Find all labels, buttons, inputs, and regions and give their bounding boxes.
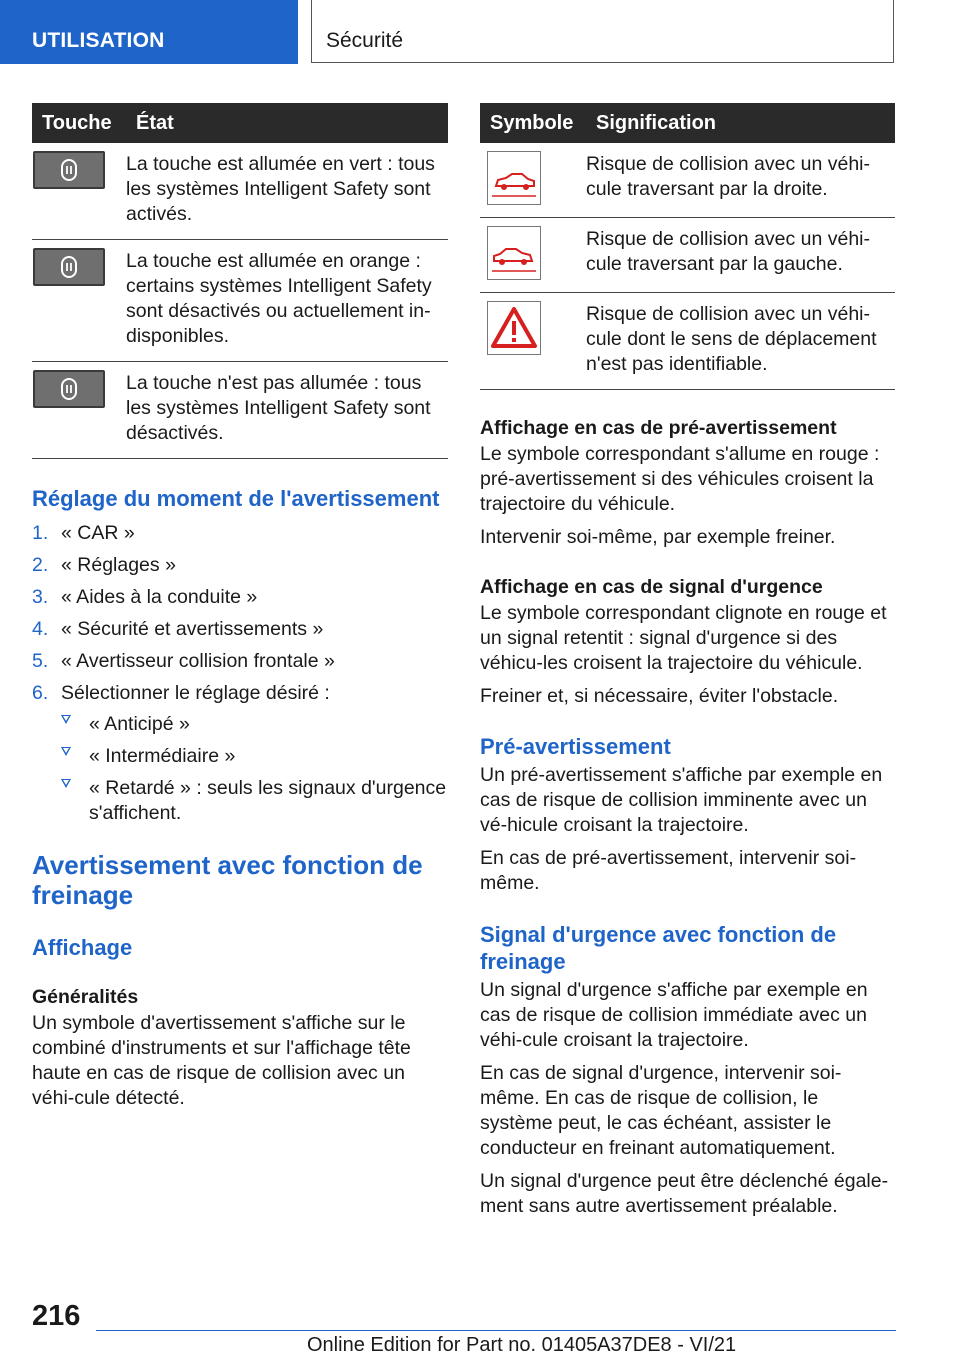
triangle-bullet-icon: [61, 715, 71, 724]
pre-avertissement-text-1: Un pré-avertissement s'affiche par exemple en cas de risque de collision imminente avec un vé-hicule croisant la trajectoire.: [480, 764, 883, 836]
urgence-affichage-heading: Affichage en cas de signal d'urgence: [480, 576, 823, 598]
list-item: 5. « Avertisseur collision frontale »: [32, 650, 335, 672]
table-header-row: [480, 103, 895, 143]
pre-affichage-text-2: Intervenir soi-même, par exemple freiner.: [480, 526, 836, 548]
generalites-text: Un symbole d'avertissement s'affiche sur le combiné d'instruments et sur l'affichage tête haute en cas de risque de collision avec un véhi-cule détecté.: [32, 1012, 411, 1109]
button-off-icon: [33, 370, 105, 408]
generalites-heading: Généralités: [32, 986, 139, 1008]
list-item: 1. « CAR »: [32, 522, 135, 544]
chapter-header: [311, 0, 894, 63]
row-text: La touche est allumée en orange : certains systèmes Intelligent Safety sont désactivés ou actuellement in-disponibles.: [126, 240, 448, 362]
column-header-touche: Touche: [32, 103, 126, 143]
pre-affichage-heading: Affichage en cas de pré-avertissement: [480, 417, 837, 439]
signal-urgence-text-2: En cas de signal d'urgence, intervenir soi-même. En cas de risque de collision, le système peut, le cas échéant, assister le conducteur en freinant automatiquement.: [480, 1062, 842, 1159]
section-tab: [0, 0, 298, 64]
table-header-row: [32, 103, 448, 143]
reglage-steps: [32, 521, 448, 826]
row-text: La touche est allumée en vert : tous les systèmes Intelligent Safety sont activés.: [126, 143, 448, 240]
column-header-signification: Signification: [586, 103, 895, 143]
edition-text: Online Edition for Part no. 01405A37DE8 - VI/21: [307, 1334, 737, 1356]
page-number: 216: [32, 1300, 81, 1332]
affichage-heading: Affichage: [32, 935, 133, 960]
reglage-options: [61, 712, 448, 826]
table-row: [32, 362, 448, 459]
table-row: [480, 143, 895, 218]
footer-divider: [96, 1330, 896, 1331]
list-item: « Retardé » : seuls les signaux d'urgence s'affichent.: [61, 776, 448, 826]
list-item: « Intermédiaire »: [61, 744, 448, 769]
signal-urgence-heading: Signal d'urgence avec fonction de freinage: [480, 922, 837, 974]
triangle-bullet-icon: [61, 747, 71, 756]
avertissement-heading: Avertissement avec fonction de freinage: [32, 850, 423, 910]
right-column: [480, 103, 895, 1219]
row-text: Risque de collision avec un véhi-cule dont le sens de déplacement n'est pas identifiable.: [586, 293, 895, 390]
column-header-symbole: Symbole: [480, 103, 586, 143]
row-text: La touche n'est pas allumée : tous les systèmes Intelligent Safety sont désactivés.: [126, 362, 448, 459]
signal-urgence-text-3: Un signal d'urgence peut être déclenché égale-ment sans autre avertissement préalable.: [480, 1170, 889, 1217]
section-label: UTILISATION: [32, 29, 165, 52]
signal-urgence-text-1: Un signal d'urgence s'affiche par exemple en cas de risque de collision immédiate avec un véhi-cule croisant la trajectoire.: [480, 979, 868, 1051]
column-header-etat: État: [126, 103, 448, 143]
row-text: Risque de collision avec un véhi-cule traversant par la droite.: [586, 143, 895, 218]
list-item: 4. « Sécurité et avertissements »: [32, 618, 324, 640]
pre-avertissement-text-2: En cas de pré-avertissement, intervenir soi-même.: [480, 847, 857, 894]
list-item: 2. « Réglages »: [32, 554, 176, 576]
table-row: [480, 293, 895, 390]
car-right-icon: [487, 151, 541, 205]
touche-etat-table: [32, 103, 448, 459]
button-orange-icon: [33, 248, 105, 286]
urgence-affichage-text-1: Le symbole correspondant clignote en rouge et un signal retentit : signal d'urgence si des véhicu-les croisent la trajectoire du véhicule.: [480, 602, 887, 674]
left-column: [32, 103, 448, 1111]
warning-triangle-icon: [487, 301, 541, 355]
row-text: Risque de collision avec un véhi-cule traversant par la gauche.: [586, 218, 895, 293]
triangle-bullet-icon: [61, 779, 71, 788]
list-item: 3. « Aides à la conduite »: [32, 586, 258, 608]
symbole-signification-table: [480, 103, 895, 390]
list-item: 6. Sélectionner le réglage désiré : « Anticipé » « Intermédiaire » « Retardé » : seuls les signaux d'urgence s'affichent.: [32, 682, 447, 824]
pre-avertissement-heading: Pré-avertissement: [480, 734, 671, 759]
table-row: [32, 240, 448, 362]
button-green-icon: [33, 151, 105, 189]
pre-affichage-text-1: Le symbole correspondant s'allume en rouge : pré-avertissement si des véhicules croisent la trajectoire du véhicule.: [480, 443, 880, 515]
reglage-heading: Réglage du moment de l'avertissement: [32, 486, 440, 511]
list-item: « Anticipé »: [61, 712, 448, 737]
table-row: [32, 143, 448, 240]
chapter-label: Sécurité: [326, 29, 404, 52]
urgence-affichage-text-2: Freiner et, si nécessaire, éviter l'obstacle.: [480, 685, 839, 707]
table-row: [480, 218, 895, 293]
car-left-icon: [487, 226, 541, 280]
